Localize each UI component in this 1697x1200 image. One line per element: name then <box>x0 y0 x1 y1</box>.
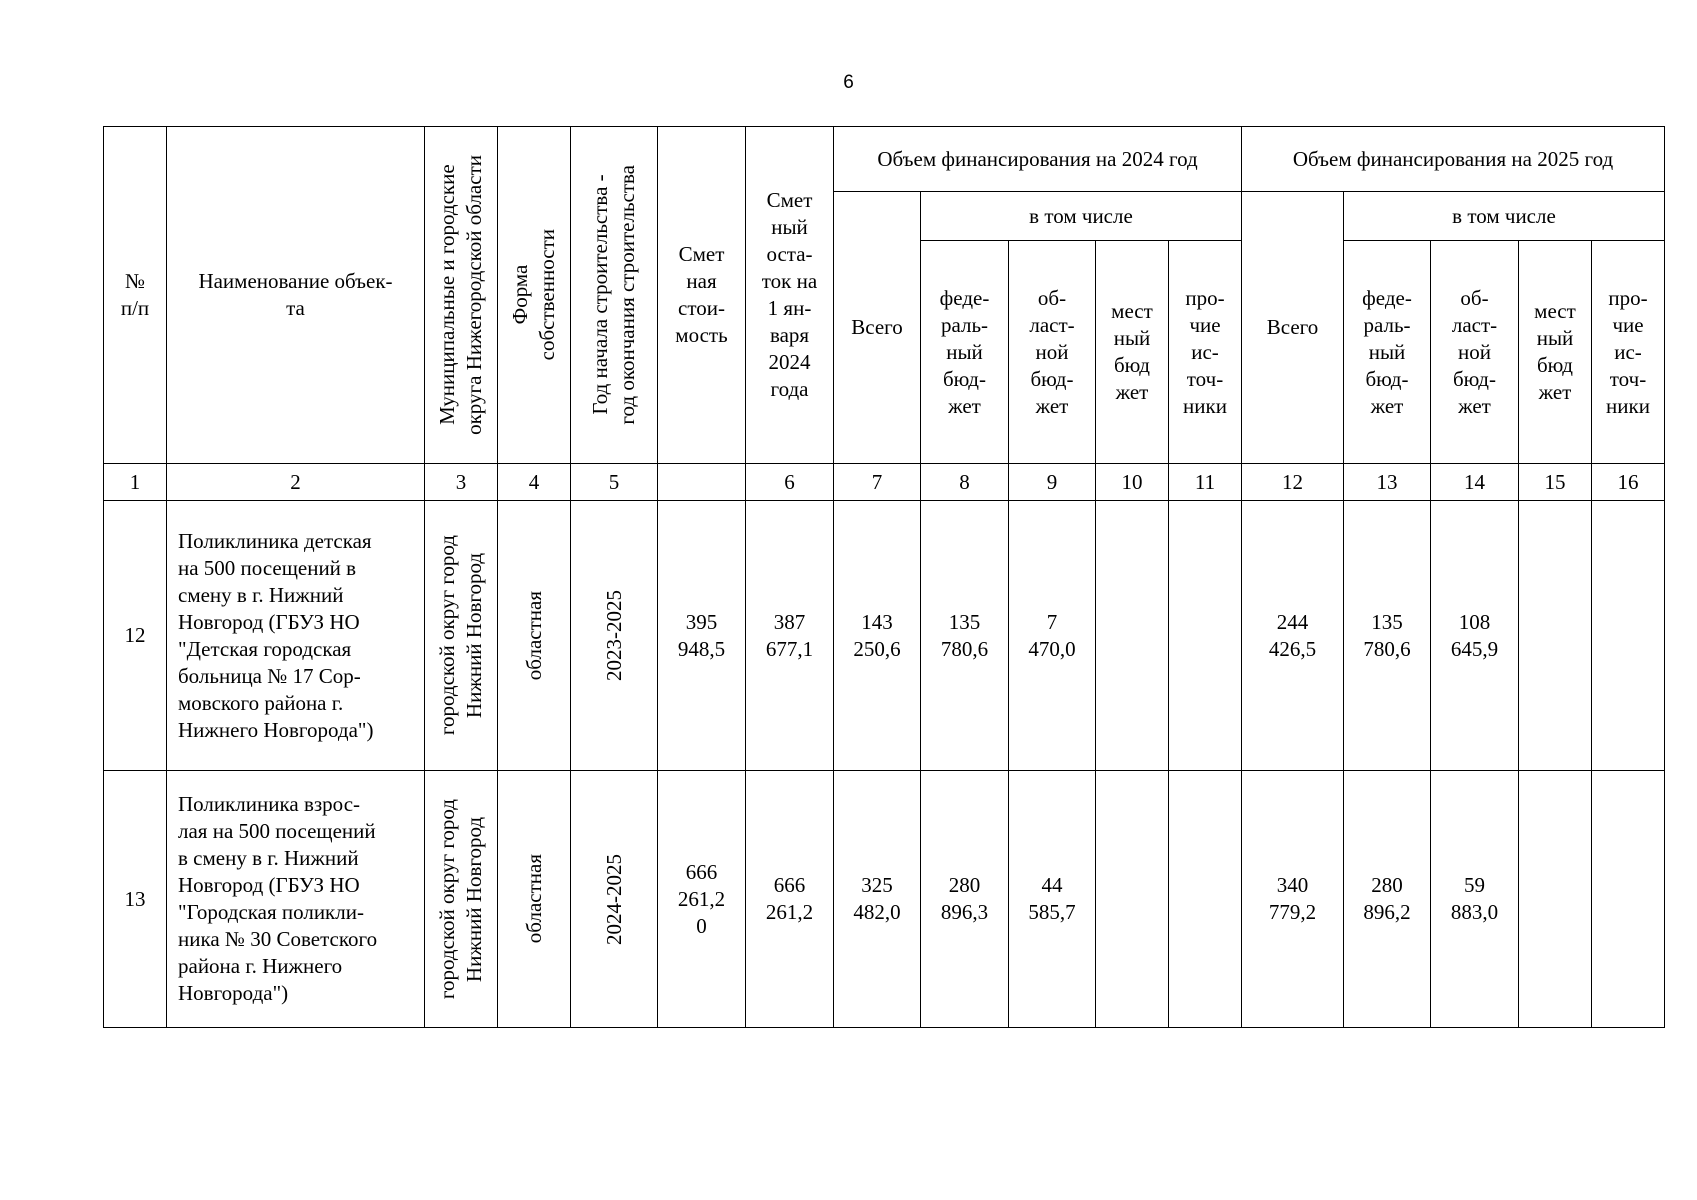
remainder-cell: 387 677,1 <box>746 501 834 771</box>
column-number: 8 <box>921 464 1009 501</box>
column-number: 11 <box>1169 464 1242 501</box>
regional-2025-cell: 59 883,0 <box>1431 771 1519 1028</box>
ownership-cell: областная <box>498 771 571 1028</box>
other-2025-cell <box>1592 771 1665 1028</box>
municipality-cell: городской округ город Нижний Новгород <box>425 771 498 1028</box>
total-2024-cell: 325 482,0 <box>834 771 921 1028</box>
regional-2024-cell: 7 470,0 <box>1009 501 1096 771</box>
local-2024-cell <box>1096 501 1169 771</box>
local-2024-cell <box>1096 771 1169 1028</box>
column-number: 3 <box>425 464 498 501</box>
column-number: 4 <box>498 464 571 501</box>
total-2025-cell: 340 779,2 <box>1242 771 1344 1028</box>
header-federal-2025: феде- раль- ный бюд- жет <box>1344 241 1431 464</box>
total-2024-cell: 143 250,6 <box>834 501 921 771</box>
header-num: № п/п <box>104 127 167 464</box>
header-remainder: Смет ный оста- ток на 1 ян- варя 2024 года <box>746 127 834 464</box>
ownership-cell: областная <box>498 501 571 771</box>
federal-2025-cell: 280 896,2 <box>1344 771 1431 1028</box>
municipality-cell: городской округ город Нижний Новгород <box>425 501 498 771</box>
column-number: 9 <box>1009 464 1096 501</box>
column-number: 16 <box>1592 464 1665 501</box>
column-number: 1 <box>104 464 167 501</box>
row-number: 13 <box>104 771 167 1028</box>
federal-2024-cell: 280 896,3 <box>921 771 1009 1028</box>
row-number: 12 <box>104 501 167 771</box>
column-number: 15 <box>1519 464 1592 501</box>
column-number <box>658 464 746 501</box>
header-total-2025: Всего <box>1242 192 1344 464</box>
object-name: Поликлиника взрос- лая на 500 посещений в смену в г. Нижний Новгород (ГБУЗ НО "Городская поликли- ника № 30 Советского района г. Нижнего Новгорода") <box>167 771 425 1028</box>
header-federal-2024: феде- раль- ный бюд- жет <box>921 241 1009 464</box>
header-including-2024: в том числе <box>921 192 1242 241</box>
years-cell: 2024-2025 <box>571 771 658 1028</box>
other-2024-cell <box>1169 771 1242 1028</box>
other-2024-cell <box>1169 501 1242 771</box>
header-regional-2024: об- ласт- ной бюд- жет <box>1009 241 1096 464</box>
regional-2025-cell: 108 645,9 <box>1431 501 1519 771</box>
object-name: Поликлиника детская на 500 посещений в смену в г. Нижний Новгород (ГБУЗ НО "Детская городская больница № 17 Сор- мовского района г. Нижнего Новгорода") <box>167 501 425 771</box>
cost-cell: 395 948,5 <box>658 501 746 771</box>
header-local-2025: мест ный бюд жет <box>1519 241 1592 464</box>
column-number: 12 <box>1242 464 1344 501</box>
other-2025-cell <box>1592 501 1665 771</box>
header-years: Год начала строительства - год окончания строительства <box>571 127 658 464</box>
total-2025-cell: 244 426,5 <box>1242 501 1344 771</box>
years-cell: 2023-2025 <box>571 501 658 771</box>
header-local-2024: мест ный бюд жет <box>1096 241 1169 464</box>
header-total-2024: Всего <box>834 192 921 464</box>
column-numbers-row <box>104 464 1665 501</box>
header-name: Наименование объек- та <box>167 127 425 464</box>
local-2025-cell <box>1519 501 1592 771</box>
column-number: 14 <box>1431 464 1519 501</box>
header-financing-2025: Объем финансирования на 2025 год <box>1242 127 1665 192</box>
federal-2024-cell: 135 780,6 <box>921 501 1009 771</box>
header-ownership: Форма собственности <box>498 127 571 464</box>
column-number: 2 <box>167 464 425 501</box>
local-2025-cell <box>1519 771 1592 1028</box>
financing-table <box>103 126 1665 1028</box>
header-other-2025: про- чие ис- точ- ники <box>1592 241 1665 464</box>
column-number: 10 <box>1096 464 1169 501</box>
column-number: 5 <box>571 464 658 501</box>
table-row <box>104 501 1665 771</box>
column-number: 7 <box>834 464 921 501</box>
header-including-2025: в том числе <box>1344 192 1665 241</box>
cost-cell: 666 261,2 0 <box>658 771 746 1028</box>
header-municipality: Муниципальные и городские округа Нижегородской области <box>425 127 498 464</box>
header-financing-2024: Объем финансирования на 2024 год <box>834 127 1242 192</box>
header-other-2024: про- чие ис- точ- ники <box>1169 241 1242 464</box>
remainder-cell: 666 261,2 <box>746 771 834 1028</box>
federal-2025-cell: 135 780,6 <box>1344 501 1431 771</box>
column-number: 13 <box>1344 464 1431 501</box>
regional-2024-cell: 44 585,7 <box>1009 771 1096 1028</box>
column-number: 6 <box>746 464 834 501</box>
header-cost: Смет ная стои- мость <box>658 127 746 464</box>
header-regional-2025: об- ласт- ной бюд- жет <box>1431 241 1519 464</box>
table-row <box>104 771 1665 1028</box>
page-number: 6 <box>843 72 854 93</box>
